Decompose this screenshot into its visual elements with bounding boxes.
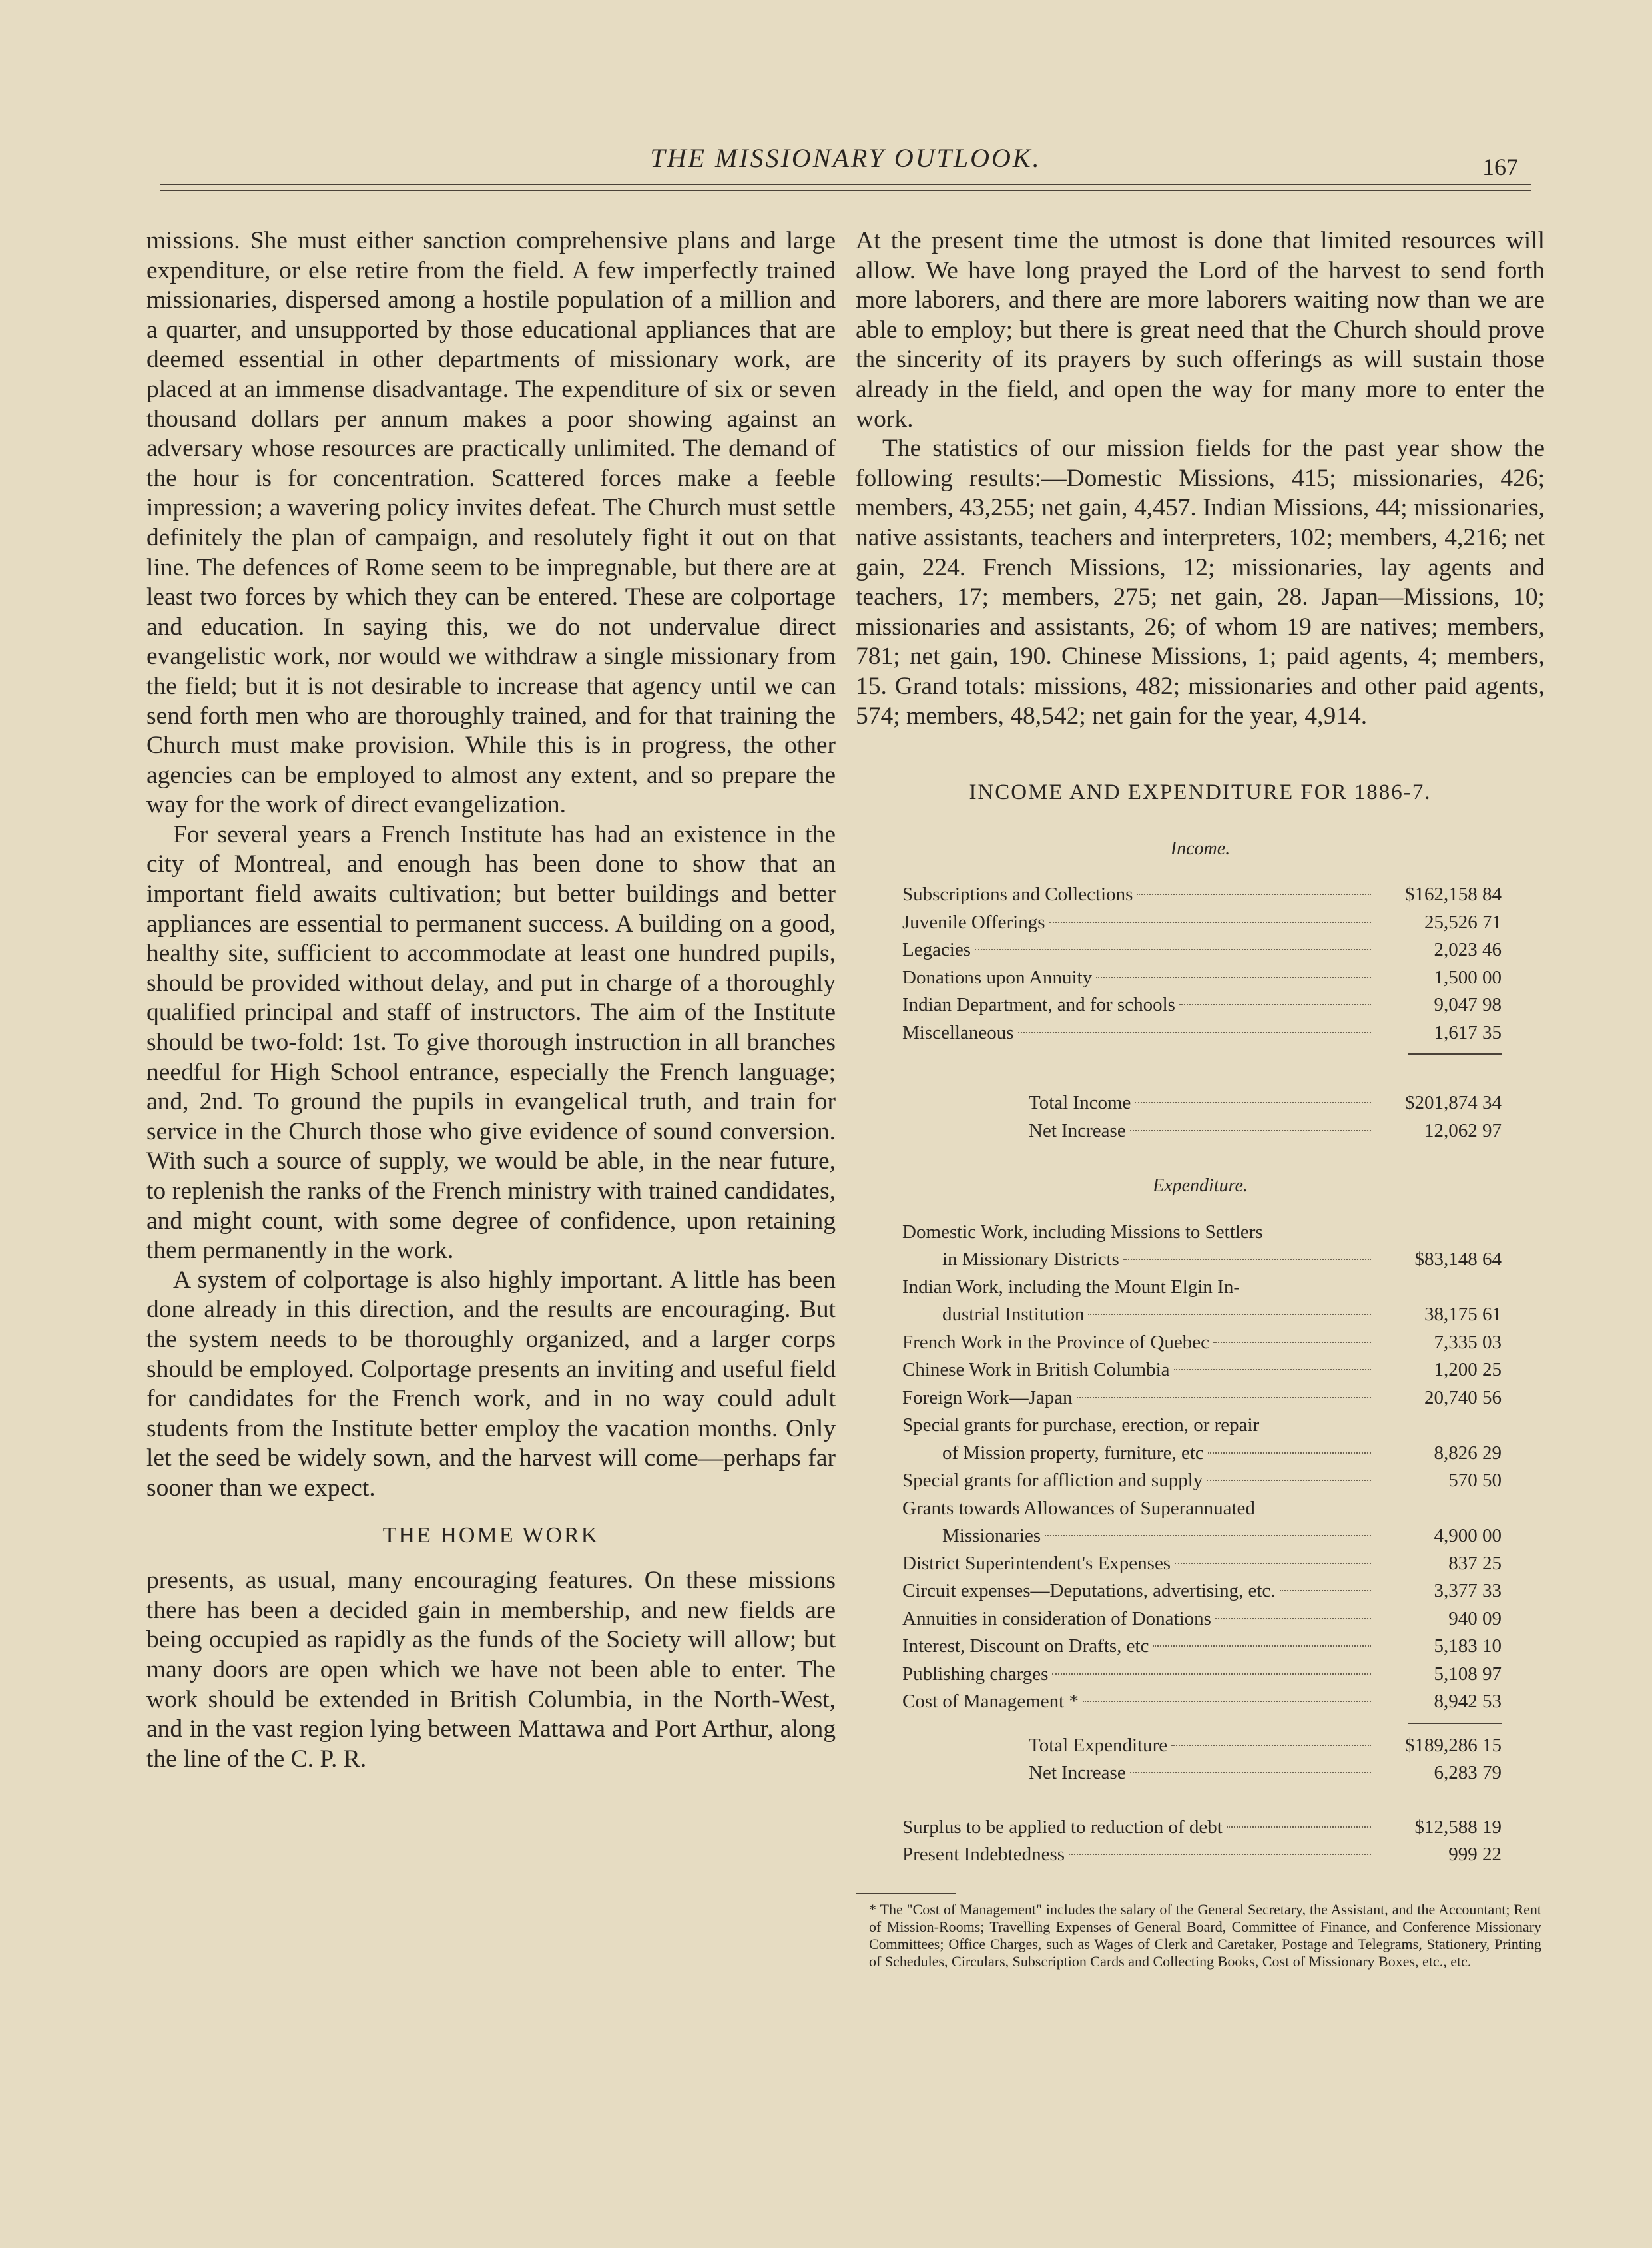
ledger-label: Foreign Work—Japan xyxy=(902,1386,1073,1408)
footnote: * The "Cost of Management" includes the salary of the General Secretary, the Assistant, and the Accountant; Rent of Mission-Rooms; Travelling Expenses of General Board, Committee of Finance, and Conference Missionary Committees; Office Charges, such as Wages of Clerk and Caretaker, Postage and Telegrams, Stationery, Printing of Schedules, Circulars, Subscription Cards and Collecting Books, Cost of Missionary Boxes, etc., etc. xyxy=(869,1900,1541,1970)
dot-leader xyxy=(1280,1590,1371,1591)
dot-leader xyxy=(1137,894,1371,895)
dot-leader xyxy=(1077,1397,1371,1398)
dot-leader xyxy=(1213,1342,1371,1343)
ledger-row xyxy=(902,1274,1502,1302)
dot-leader xyxy=(1130,1772,1371,1773)
dot-leader xyxy=(1088,1314,1371,1315)
ledger-label: Present Indebtedness xyxy=(902,1844,1065,1866)
ledger-row xyxy=(902,1356,1502,1384)
ledger-row xyxy=(902,1019,1502,1047)
footnote-rule xyxy=(856,1893,956,1894)
spacer xyxy=(902,1787,1502,1814)
dot-leader xyxy=(1179,1004,1371,1005)
total-rule xyxy=(1408,1053,1502,1055)
dot-leader xyxy=(1069,1854,1371,1855)
ledger-label: Donations upon Annuity xyxy=(902,966,1093,988)
ledger-row xyxy=(902,1384,1502,1412)
dot-leader xyxy=(1083,1701,1371,1702)
ledger-amount: 999 22 xyxy=(1448,1844,1502,1866)
body-paragraph: missions. She must either sanction comprehensive plans and large expenditure, or else retire from the field. A few imperfectly trained missionaries, dispersed among a hostile population of a million and a quarter, and unsupported by those educational appliances that are deemed essential in other departments of missionary work, are placed at an immense disadvantage. The expenditure of six or seven thousand dollars per annum makes a poor showing against an adversary whose resources are practically unlimited. The demand of the hour is for concentration. Scattered forces make a feeble impression; a wavering policy invites defeat. The Church must settle definitely the plan of campaign, and resolutely fight it out on that line. The defences of Rome seem to be impregnable, but there are at least two forces by which they can be entered. These are colportage and education. In saying this, we do not undervalue direct evangelistic work, nor would we withdraw a single missionary from the field; but it is not desirable to increase that agency until we can send forth men who are thoroughly trained, and for that training the Church must make provision. While this is in progress, the other agencies can be employed to almost any extent, and so prepare the way for the work of direct evangelization. xyxy=(146,227,836,819)
ledger-label: Publishing charges xyxy=(902,1663,1049,1685)
ledger-row xyxy=(902,964,1502,992)
dot-leader xyxy=(1130,1130,1371,1131)
ledger-row xyxy=(902,1841,1502,1869)
ledger-row xyxy=(902,1550,1502,1578)
ledger-label: Grants towards Allowances of Superannuated xyxy=(902,1497,1255,1519)
ledger-label: Miscellaneous xyxy=(902,1021,1014,1043)
ledger-row xyxy=(902,936,1502,964)
ledger-label: Special grants for affliction and supply xyxy=(902,1470,1203,1492)
ledger-row xyxy=(902,881,1502,909)
ledger-row xyxy=(902,1219,1502,1247)
ledger-amount: 6,283 79 xyxy=(1434,1762,1502,1784)
ledger-amount: 4,900 00 xyxy=(1434,1525,1502,1547)
ledger-amount: $201,874 34 xyxy=(1405,1092,1502,1114)
ledger-label: Cost of Management * xyxy=(902,1691,1079,1713)
spacer xyxy=(902,1063,1502,1089)
dot-leader xyxy=(1045,1535,1371,1536)
ledger-amount: 940 09 xyxy=(1448,1607,1502,1629)
ledger-row xyxy=(902,1688,1502,1716)
dot-leader xyxy=(975,949,1371,950)
ledger-row xyxy=(902,1301,1502,1329)
ledger-label: Domestic Work, including Missions to Settlers xyxy=(902,1221,1263,1243)
ledger-label: District Superintendent's Expenses xyxy=(902,1552,1171,1574)
total-rule xyxy=(1408,1723,1502,1724)
ledger-row xyxy=(902,1577,1502,1605)
ledger-amount: 1,500 00 xyxy=(1434,966,1502,988)
body-paragraph: For several years a French Institute has had an existence in the city of Montreal, and enough has been done to show that an important field awaits cultivation; but better buildings and better appliances are essential to permanent success. A building on a good, healthy site, sufficient to accommodate at least one hundred pupils, should be provided without delay, and put in charge of a thoroughly qualified principal and staff of instructors. The aim of the Institute should be two-fold: 1st. To give thorough instruction in all branches needful for High School entrance, especially the French language; and, 2nd. To ground the pupils in evangelical truth, and train for service in the Church those who give evidence of sound conversion. With such a source of supply, we would be able, in the near future, to replenish the ranks of the French ministry with trained candidates, and might count, with some degree of confidence, upon retaining them permanently in the work. xyxy=(146,820,836,1264)
ledger-label: Indian Work, including the Mount Elgin In- xyxy=(902,1276,1240,1298)
ledger-amount: $189,286 15 xyxy=(1405,1734,1502,1756)
ledger-amount: 7,335 03 xyxy=(1434,1331,1502,1353)
ledger-label: Legacies xyxy=(902,939,971,961)
ledger-label: French Work in the Province of Quebec xyxy=(902,1331,1209,1353)
dot-leader xyxy=(1018,1032,1371,1033)
expenditure-heading: Expenditure. xyxy=(1153,1175,1248,1197)
ledger-label: Special grants for purchase, erection, or repair xyxy=(902,1414,1260,1436)
dot-leader xyxy=(1174,1369,1371,1370)
dot-leader xyxy=(1227,1827,1371,1828)
dot-leader xyxy=(1175,1563,1371,1564)
body-paragraph: A system of colportage is also highly important. A little has been done already in this direction, and the results are encouraging. But the system needs to be thoroughly organized, and a larger corps should be employed. Colportage presents an inviting and useful field for candidates for the French work, and in no way could adult students from the Institute better employ the vacation months. Only let the seed be widely sown, and the harvest will come—perhaps far sooner than we expect. xyxy=(146,1266,836,1502)
ledger-row xyxy=(902,1246,1502,1274)
ledger-row xyxy=(902,1117,1502,1145)
ledger-label: Indian Department, and for schools xyxy=(902,994,1175,1016)
ledger-amount: $83,148 64 xyxy=(1414,1249,1502,1270)
ledger-label: dustrial Institution xyxy=(942,1304,1085,1326)
dot-leader xyxy=(1207,1480,1371,1481)
ledger-label: Missionaries xyxy=(942,1525,1041,1547)
ledger-label: Total Expenditure xyxy=(1029,1734,1168,1756)
dot-leader xyxy=(1123,1259,1371,1260)
expenditure-table xyxy=(902,1219,1502,1869)
ledger-label: Subscriptions and Collections xyxy=(902,884,1133,906)
dot-leader xyxy=(1096,977,1371,978)
right-column xyxy=(856,226,1545,1970)
table-heading: INCOME AND EXPENDITURE FOR 1886-7. xyxy=(969,780,1432,805)
ledger-amount: $162,158 84 xyxy=(1405,884,1502,906)
left-column xyxy=(146,226,836,1774)
dot-leader xyxy=(1153,1645,1371,1647)
ledger-row xyxy=(902,1329,1502,1357)
income-heading: Income. xyxy=(1170,838,1231,859)
body-paragraph: At the present time the utmost is done that limited resources will allow. We have long prayed the Lord of the harvest to send forth more laborers, and there are more laborers waiting now than we are able to employ; but there is great need that the Church should prove the sincerity of its prayers by such offerings as will sustain those already in the field, and open the way for many more to enter the work. xyxy=(856,227,1545,433)
ledger-label: of Mission property, furniture, etc xyxy=(942,1442,1204,1464)
ledger-label: Net Increase xyxy=(1029,1119,1126,1141)
ledger-amount: 25,526 71 xyxy=(1424,911,1502,933)
ledger-label: Circuit expenses—Deputations, advertising, etc. xyxy=(902,1580,1276,1602)
ledger-amount: 12,062 97 xyxy=(1424,1119,1502,1141)
ledger-row xyxy=(902,1759,1502,1787)
section-heading-home-work: THE HOME WORK xyxy=(382,1522,600,1547)
ledger-amount: $12,588 19 xyxy=(1414,1816,1502,1838)
dot-leader xyxy=(1208,1452,1371,1454)
page-number: 167 xyxy=(1482,154,1518,180)
ledger-amount: 38,175 61 xyxy=(1424,1304,1502,1326)
ledger-amount: 8,942 53 xyxy=(1434,1691,1502,1713)
running-title: THE MISSIONARY OUTLOOK. xyxy=(650,143,1041,173)
ledger-row xyxy=(902,991,1502,1019)
dot-leader xyxy=(1135,1102,1371,1103)
ledger-row xyxy=(902,1495,1502,1523)
dot-leader xyxy=(1052,1673,1371,1675)
ledger-row xyxy=(902,1732,1502,1760)
ledger-amount: 837 25 xyxy=(1448,1552,1502,1574)
body-paragraph: The statistics of our mission fields for the past year show the following results:—Domestic Missions, 415; missionaries, 426; members, 43,255; net gain, 4,457. Indian Missions, 44; missionaries, native assistants, teachers and interpreters, 102; members, 4,216; net gain, 224. French Missions, 12; missionaries, lay agents and teachers, 17; members, 275; net gain, 28. Japan—Missions, 10; missionaries and assistants, 26; of whom 19 are natives; members, 781; net gain, 190. Chinese Missions, 1; paid agents, 4; members, 15. Grand totals: missions, 482; missionaries and other paid agents, 574; members, 48,542; net gain for the year, 4,914. xyxy=(856,435,1545,730)
ledger-row xyxy=(902,1814,1502,1842)
page-header xyxy=(160,133,1531,193)
ledger-amount: 9,047 98 xyxy=(1434,994,1502,1016)
dot-leader xyxy=(1049,922,1372,923)
ledger-row xyxy=(902,1605,1502,1633)
ledger-label: Net Increase xyxy=(1029,1762,1126,1784)
ledger-row xyxy=(902,1412,1502,1440)
ledger-label: Chinese Work in British Columbia xyxy=(902,1359,1170,1381)
body-paragraph: presents, as usual, many encouraging features. On these missions there has been a decided gain in membership, and new fields are being occupied as rapidly as the funds of the Society will allow; but many doors are open which we have not been able to enter. The work should be extended in British Columbia, in the North-West, and in the vast region lying between Mattawa and Port Arthur, along the line of the C. P. R. xyxy=(146,1567,836,1773)
ledger-row xyxy=(902,1661,1502,1689)
header-rule xyxy=(160,184,1531,185)
ledger-amount: 2,023 46 xyxy=(1434,939,1502,961)
ledger-amount: 5,183 10 xyxy=(1434,1635,1502,1657)
ledger-amount: 1,617 35 xyxy=(1434,1021,1502,1043)
ledger-label: Interest, Discount on Drafts, etc xyxy=(902,1635,1149,1657)
ledger-label: Juvenile Offerings xyxy=(902,911,1045,933)
ledger-amount: 20,740 56 xyxy=(1424,1386,1502,1408)
ledger-row xyxy=(902,1089,1502,1117)
ledger-amount: 570 50 xyxy=(1448,1470,1502,1492)
ledger-amount: 3,377 33 xyxy=(1434,1580,1502,1602)
header-rule-thin xyxy=(160,190,1531,191)
dot-leader xyxy=(1215,1618,1371,1619)
ledger-label: Surplus to be applied to reduction of debt xyxy=(902,1816,1223,1838)
ledger-label: in Missionary Districts xyxy=(942,1249,1119,1270)
income-table xyxy=(902,881,1502,1145)
ledger-row xyxy=(902,1440,1502,1468)
ledger-label: Total Income xyxy=(1029,1092,1131,1114)
ledger-amount: 1,200 25 xyxy=(1434,1359,1502,1381)
ledger-row xyxy=(902,1522,1502,1550)
ledger-amount: 5,108 97 xyxy=(1434,1663,1502,1685)
ledger-row xyxy=(902,1467,1502,1495)
dot-leader xyxy=(1171,1745,1371,1746)
ledger-row xyxy=(902,909,1502,937)
ledger-amount: 8,826 29 xyxy=(1434,1442,1502,1464)
ledger-row xyxy=(902,1633,1502,1661)
ledger-label: Annuities in consideration of Donations xyxy=(902,1607,1211,1629)
